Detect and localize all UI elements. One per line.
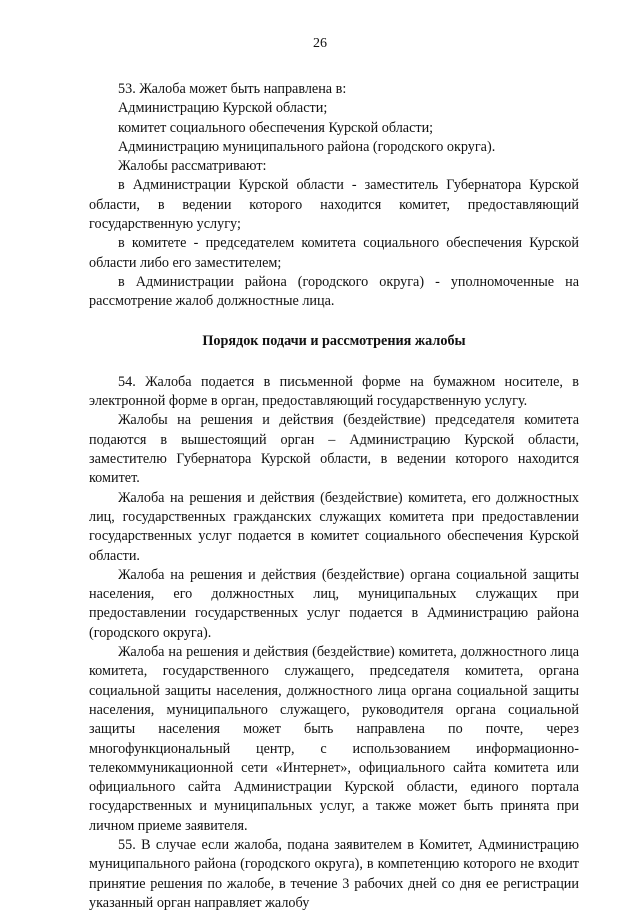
paragraph: Жалоба на решения и действия (бездействие) комитета, должностного лица комитета, государственного служащего, председателя комитета, органа социальной защиты населения, должностного лица органа социальной защиты населения, муниципального служащего, руководителя органа социальной защиты населения может быть направлена по почте, через многофункциональный центр, с использованием информационно-телекоммуникационной сети «Интернет», официального сайта комитета или официального сайта Администрации Курской области, единого портала государственных и муниципальных услуг, а также может быть принята при личном приеме заявителя. bbox=[89, 644, 579, 834]
paragraph: в Администрации района (городского округа) - уполномоченные на рассмотрение жалоб должностные лица. bbox=[89, 273, 579, 310]
section-heading: Порядок подачи и рассмотрения жалобы bbox=[202, 332, 466, 349]
text-line: 53. Жалоба может быть направлена в: bbox=[118, 81, 347, 97]
paragraph: в Администрации Курской области - заместитель Губернатора Курской области, в ведении которого находится комитет, предоставляющий государственную услугу; bbox=[89, 177, 579, 233]
paragraph: в комитете - председателем комитета социального обеспечения Курской области либо его заместителем; bbox=[89, 235, 579, 271]
paragraph: Жалобы на решения и действия (бездействие) председателя комитета подаются в вышестоящий орган – Администрацию Курской области, заместителю Губернатора Курской области, в ведении которого находится комитет. bbox=[89, 412, 579, 487]
paragraph: 54. Жалоба подается в письменной форме на бумажном носителе, в электронной форме в орган, предоставляющий государственную услугу. bbox=[89, 373, 579, 410]
page-number: 26 bbox=[313, 36, 327, 51]
text-line: Жалобы рассматривают: bbox=[118, 158, 267, 175]
paragraph: Жалоба на решения и действия (бездействие) органа социальной защиты населения, его должностных лиц, муниципальных служащих при предоставлении государственных услуг подается в Администрацию района (городского округа). bbox=[89, 566, 579, 641]
text-line: Администрацию Курской области; bbox=[118, 100, 328, 117]
text-line: комитет социального обеспечения Курской области; bbox=[118, 119, 434, 136]
paragraph: Жалоба на решения и действия (бездействие) комитета, его должностных лиц, государственных гражданских служащих комитета при предоставлении государственных услуг подается в комитет социального обеспечения Курской области. bbox=[89, 489, 579, 564]
text-line: Администрацию муниципального района (городского округа). bbox=[118, 138, 496, 155]
document-body bbox=[89, 80, 579, 913]
paragraph: 55. В случае если жалоба, подана заявителем в Комитет, Администрацию муниципального района (городского округа), в компетенцию которого не входит принятие решения по жалобе, в течение 3 рабочих дней со дня ее регистрации указанный орган направляет жалобу bbox=[89, 836, 579, 911]
